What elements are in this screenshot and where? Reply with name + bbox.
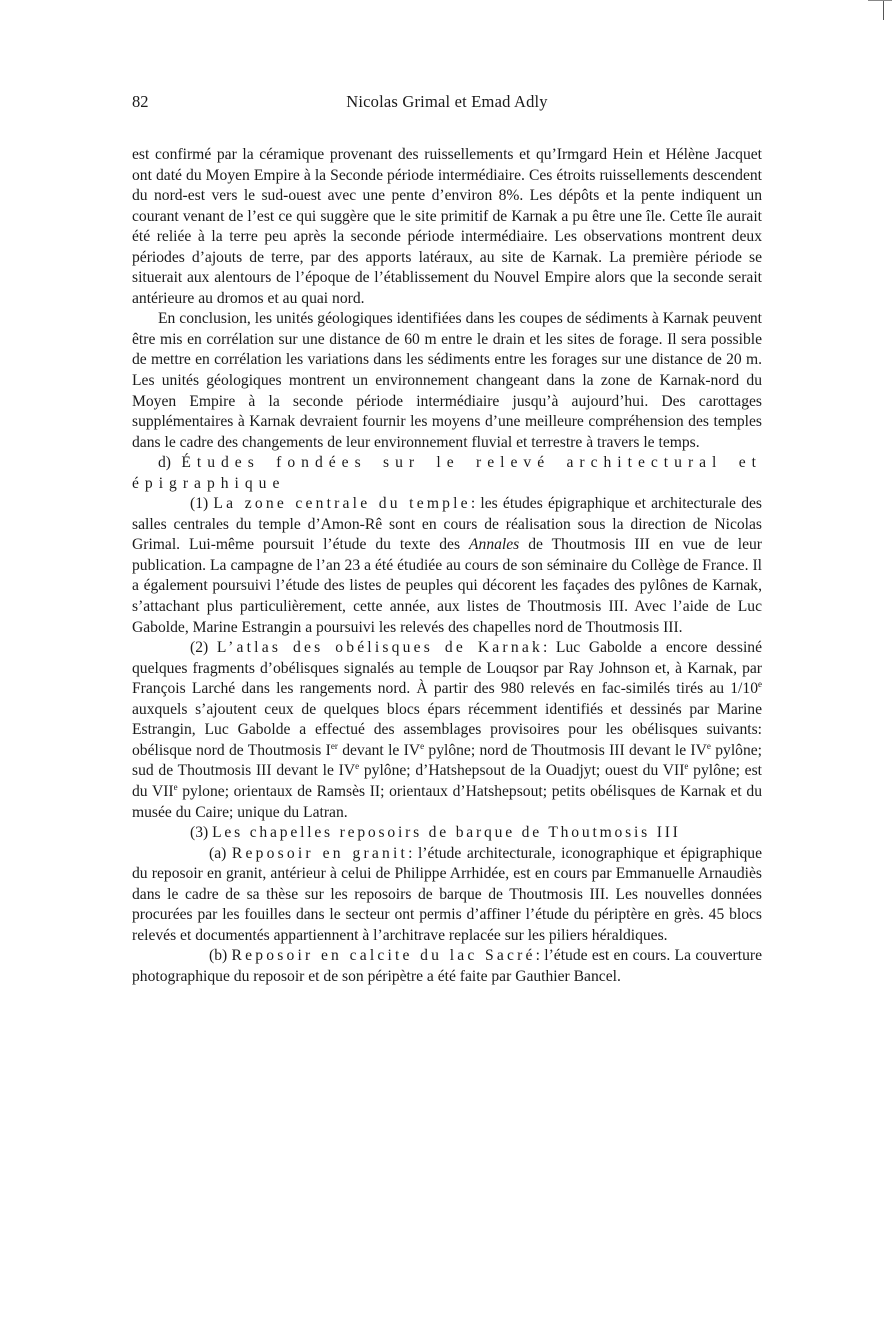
subsection-2-text-e: pylône; sud de Thoutmosis III devant le IV (132, 741, 762, 780)
superscript-e: e (420, 740, 425, 751)
paragraph-conclusion: En conclusion, les unités géologiques identifiées dans les coupes de sédiments à Karnak peuvent être mis en corrélation sur une distance de 60 m entre le drain et les sites de forage. Il sera possible de mettre en corrélation les variations dans les sédiments entre les forages sur une distance de 20 m. Les unités géologiques montrent un environnement changeant dans la zone de Karnak-nord du Moyen Empire à la seconde période intermédiaire jusqu’à aujourd’hui. Des carottages supplémentaires à Karnak devraient fournir les moyens d’une meilleure compréhension des temples dans le cadre des changements de leur environnement fluvial et terrestre à travers le temps. (132, 310, 762, 451)
subsection-3b-title: Reposoir en calcite du lac Sacré (231, 947, 536, 965)
subsection-2-text-d: pylône; nord de Thoutmosis III devant le IV (424, 741, 707, 759)
page-header (132, 92, 762, 116)
subsection-1-marker: (1) (190, 495, 214, 513)
page-number: 82 (132, 92, 149, 111)
superscript-e: e (684, 761, 689, 772)
superscript-e: e (173, 781, 178, 792)
subsection-2 (132, 638, 762, 823)
subsection-3-title: Les chapelles reposoirs de barque de Thoutmosis III (212, 824, 681, 842)
section-d-marker: d) (158, 454, 182, 472)
superscript-e: e (706, 740, 711, 751)
subsection-2-marker: (2) (190, 639, 217, 657)
subsection-2-text-c: devant le IV (337, 741, 421, 759)
subsection-3a-marker: (a) (209, 844, 232, 862)
page-body (132, 145, 762, 987)
subsection-1-text: : les études épigraphique et architecturale des salles centrales du temple d’Amon-Rê sont en cours de réalisation sous la direction de Nicolas Grimal. Lui-même poursuit l’étude du texte des (132, 495, 762, 554)
subsection-2-title: L’atlas des obélisques de Karnak (216, 639, 543, 657)
subsection-1-text-cont: de Thoutmosis III en vue de leur publication. La campagne de l’an 23 a été étudiée au cours de son séminaire du Collège de France. Il a également poursuivi l’étude des listes de peuples qui décorent les façades des pylônes de Karnak, s’attachant plus particulièrement, cette année, aux listes de Thoutmosis III. Avec l’aide de Luc Gabolde, Marine Estrangin a poursuivi les relevés des chapelles nord de Thoutmosis III. (132, 536, 762, 636)
subsection-3a-text: : l’étude architecturale, iconographique et épigraphique du reposoir en granit, antérieur à celui de Philippe Arrhidée, est en cours par Emmanuelle Arnaudiès dans le cadre de sa thèse sur les reposoirs de barque de Thoutmosis III. Les nouvelles données procurées par les fouilles dans le secteur ont permis d’affiner l’étude du périptère en grès. 45 blocs relevés et documentés appartiennent à l’architrave replacée sur les piliers héraldiques. (132, 844, 762, 944)
subsection-3b-marker: (b) (209, 947, 232, 965)
subsection-3b (132, 946, 762, 987)
subsection-3-marker: (3) (190, 824, 213, 842)
annales-italic: Annales (469, 536, 520, 554)
subsection-3a (132, 844, 762, 947)
subsection-2-text-a: : Luc Gabolde a encore dessiné quelques fragments d’obélisques signalés au temple de Louqsor par Ray Johnson et, à Karnak, par François Larché dans les rangements nord. À partir des 980 relevés en fac-similés tirés au 1/10 (132, 639, 762, 698)
section-d-title: Études fondées sur le relevé architectural et épigraphique (132, 454, 762, 492)
subsection-3a-title: Reposoir en granit (231, 844, 409, 862)
subsection-3-heading (132, 823, 762, 844)
superscript-e: e (758, 679, 762, 690)
subsection-3b-text: : l’étude est en cours. La couverture photographique du reposoir et de son péripètre a été faite par Gauthier Bancel. (132, 947, 762, 985)
subsection-1 (132, 494, 762, 638)
page-edge-mark-top (868, 0, 892, 1)
subsection-2-text-h: pylone; orientaux de Ramsès II; orientaux d’Hatshepsout; petits obélisques de Karnak et du musée du Caire; unique du Latran. (132, 782, 762, 821)
superscript-er: er (330, 740, 338, 751)
subsection-2-text-f: pylône; d’Hatshepsout de la Ouadjyt; ouest du VII (359, 762, 685, 780)
running-head: Nicolas Grimal et Emad Adly (346, 92, 548, 111)
paragraph-ruissellements: est confirmé par la céramique provenant des ruissellements et qu’Irmgard Hein et Hélène Jacquet ont daté du Moyen Empire à la Seconde période intermédiaire. Ces étroits ruissellements descendent du nord-est vers le sud-ouest avec une pente d’environ 8%. Les dépôts et la pente indiquent un courant venant de l’est ce qui suggère que le site primitif de Karnak a pu être une île. Cette île aurait été reliée à la terre peu après la seconde période intermédiaire. Les observations montrent deux périodes d’ajouts de terre, par des apports latéraux, au site de Karnak. La première période se situerait aux alentours de l’époque de l’établissement du Nouvel Empire alors que la seconde serait antérieure au dromos et au quai nord. (132, 146, 762, 307)
subsection-2-text-g: pylône; est du VII (132, 762, 762, 800)
subsection-1-title: La zone centrale du temple (213, 495, 471, 513)
page-edge-mark (883, 0, 884, 20)
section-d-heading (132, 453, 762, 494)
superscript-e: e (355, 761, 360, 772)
subsection-2-text-b: auxquels s’ajoutent ceux de quelques blocs épars récemment identifiés et dessinés par Marine Estrangin, Luc Gabolde a effectué des assemblages provisoires pour les obélisques suivants: obélisque nord de Thoutmosis I (132, 700, 762, 759)
